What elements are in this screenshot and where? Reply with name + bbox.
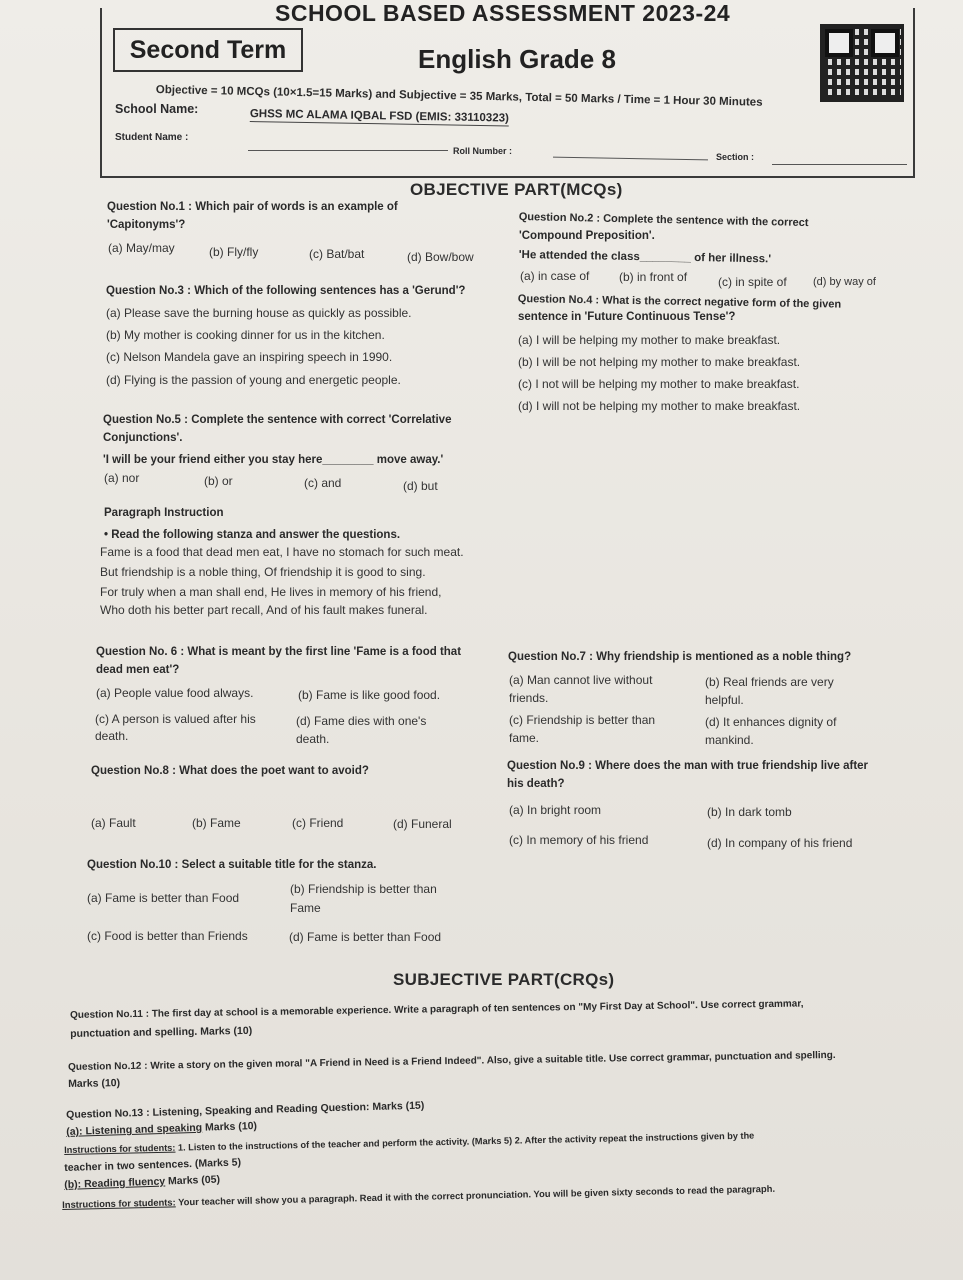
q7-option-b-cont: helpful. <box>705 693 744 707</box>
q7-option-d[interactable]: (d) It enhances dignity of <box>705 715 837 729</box>
q10-question: Question No.10 : Select a suitable title for the stanza. <box>87 859 377 871</box>
q10-option-d[interactable]: (d) Fame is better than Food <box>289 930 442 944</box>
q6-question: Question No. 6 : What is meant by the first line 'Fame is a food that <box>96 646 462 658</box>
q10-option-a[interactable]: (a) Fame is better than Food <box>87 891 240 905</box>
q12-line-b: Marks (10) <box>68 1077 121 1090</box>
q5-option-c[interactable]: (c) and <box>304 476 342 490</box>
stanza-line-4: Who doth his better part recall, And of his fault makes funeral. <box>100 603 428 617</box>
q13-listening-marks: Marks (10) <box>201 1120 258 1134</box>
q10-option-b[interactable]: (b) Friendship is better than <box>290 882 437 896</box>
q2-option-a[interactable]: (a) in case of <box>520 269 590 283</box>
school-label: School Name: <box>115 102 199 116</box>
q13-line-a: Question No.13 : Listening, Speaking and Reading Question: Marks (15) <box>66 1099 425 1121</box>
section-field[interactable] <box>772 164 907 165</box>
q11-line-a: Question No.11 : The first day at school is a memorable experience. Write a paragraph of ten sentences on "My First Day at School". Use correct grammar, <box>70 998 804 1021</box>
q13-reading-label: (b): Reading fluency <box>64 1175 166 1191</box>
q5-question <box>103 411 451 429</box>
q3-option-b[interactable]: (b) My mother is cooking dinner for us in the kitchen. <box>106 328 385 342</box>
q13-instructions-text-1: 1. Listen to the instructions of the teacher and perform the activity. (Marks 5) 2. After the activity repeat the instructions given by the <box>175 1130 755 1153</box>
q9-option-a[interactable]: (a) In bright room <box>509 803 602 817</box>
q13-instructions-label-2: Instructions for students: <box>62 1196 176 1210</box>
q5-label: Question No.5 : <box>103 414 188 426</box>
q7-option-b[interactable]: (b) Real friends are very <box>705 675 834 689</box>
q1-text-b: 'Capitonyms'? <box>107 219 186 231</box>
q1-option-a[interactable]: (a) May/may <box>108 241 175 255</box>
stanza-line-1: Fame is a food that dead men eat, I have no stomach for such meat. <box>100 545 464 559</box>
q7-question: Question No.7 : Why friendship is mentioned as a noble thing? <box>508 651 852 663</box>
q13-listening-label: (a): Listening and speaking <box>66 1121 203 1138</box>
q2-option-d[interactable]: (d) by way of <box>813 276 876 288</box>
section-label: Section : <box>716 152 755 162</box>
q3-option-a[interactable]: (a) Please save the burning house as quickly as possible. <box>106 306 412 320</box>
q4-text: What is the correct negative form of the given <box>602 294 842 311</box>
term-box: Second Term <box>113 28 303 72</box>
q9-question: Question No.9 : Where does the man with true friendship live after <box>507 760 869 772</box>
stanza-line-2: But friendship is a noble thing, Of friendship it is good to sing. <box>100 565 426 579</box>
q6-option-d-cont: death. <box>296 732 330 746</box>
q5-text-c: 'I will be your friend either you stay here________ move away.' <box>103 454 444 466</box>
paragraph-heading: Paragraph Instruction <box>104 507 224 519</box>
q1-question <box>107 198 398 216</box>
q9-text-b: his death? <box>507 778 565 790</box>
q9-option-b[interactable]: (b) In dark tomb <box>707 805 792 819</box>
q6-option-c-cont: death. <box>95 729 129 743</box>
stanza-line-3: For truly when a man shall end, He lives in memory of his friend, <box>100 585 442 599</box>
q7-option-c[interactable]: (c) Friendship is better than <box>509 713 656 727</box>
q13-line-d: teacher in two sentences. (Marks 5) <box>64 1156 242 1174</box>
q13-instructions-text-2: Your teacher will show you a paragraph. Read it with the correct pronunciation. You will be given sixty seconds to read the paragraph. <box>175 1182 776 1208</box>
objective-title: OBJECTIVE PART(MCQs) <box>410 180 623 199</box>
q10-option-b-cont: Fame <box>290 901 321 915</box>
q4-option-d[interactable]: (d) I will not be helping my mother to make breakfast. <box>518 399 801 413</box>
q5-text-b: Conjunctions'. <box>103 432 183 444</box>
q8-option-c[interactable]: (c) Friend <box>292 816 344 830</box>
paragraph-instruction: • Read the following stanza and answer the questions. <box>104 529 401 541</box>
q7-option-d-cont: mankind. <box>705 733 754 747</box>
q2-text-c: 'He attended the class________ of her illness.' <box>518 248 772 266</box>
school-value: GHSS MC ALAMA IQBAL FSD (EMIS: 33110323) <box>249 108 509 125</box>
q8-question: Question No.8 : What does the poet want to avoid? <box>91 765 369 777</box>
q12-line-a: Question No.12 : Write a story on the given moral "A Friend in Need is a Friend Indeed". Also, give a suitable title. Use correct grammar, punctuation and spelling. <box>68 1049 836 1073</box>
q2-label: Question No.2 : <box>518 210 601 225</box>
q8-option-a[interactable]: (a) Fault <box>91 816 136 830</box>
q11-line-b: punctuation and spelling. Marks (10) <box>70 1024 253 1040</box>
q6-option-d[interactable]: (d) Fame dies with one's <box>296 714 427 728</box>
q1-option-d[interactable]: (d) Bow/bow <box>407 250 474 264</box>
q4-option-c[interactable]: (c) I not will be helping my mother to make breakfast. <box>518 377 800 391</box>
q3-question <box>106 282 465 300</box>
student-name-field[interactable] <box>248 150 448 151</box>
marks-line: Objective = 10 MCQs (10×1.5=15 Marks) and Subjective = 35 Marks, Total = 50 Marks / Time = 1 Hour 30 Minutes <box>155 84 763 109</box>
roll-number-label: Roll Number : <box>453 146 513 156</box>
q1-text: Which pair of words is an example of <box>195 201 398 213</box>
q1-option-b[interactable]: (b) Fly/fly <box>209 245 259 259</box>
q13-instructions-label-1: Instructions for students: <box>64 1142 176 1155</box>
q3-text: Which of the following sentences has a 'Gerund'? <box>194 285 466 297</box>
subjective-title: SUBJECTIVE PART(CRQs) <box>393 970 615 989</box>
q2-text-b: 'Compound Preposition'. <box>519 230 655 242</box>
q2-option-b[interactable]: (b) in front of <box>619 270 688 284</box>
q7-option-a-cont: friends. <box>509 691 549 705</box>
subject-title: English Grade 8 <box>418 44 616 74</box>
q3-label: Question No.3 : <box>106 285 191 297</box>
q3-option-d[interactable]: (d) Flying is the passion of young and energetic people. <box>106 373 401 387</box>
q4-option-a[interactable]: (a) I will be helping my mother to make breakfast. <box>518 333 781 347</box>
q3-option-c[interactable]: (c) Nelson Mandela gave an inspiring speech in 1990. <box>106 350 393 364</box>
q6-option-c[interactable]: (c) A person is valued after his <box>95 712 256 726</box>
q5-option-b[interactable]: (b) or <box>204 474 233 488</box>
q4-label: Question No.4 : <box>517 292 600 307</box>
q7-option-a[interactable]: (a) Man cannot live without <box>509 673 653 687</box>
q10-option-c[interactable]: (c) Food is better than Friends <box>87 929 248 943</box>
main-title: SCHOOL BASED ASSESSMENT 2023-24 <box>275 0 731 26</box>
q4-text-b: sentence in 'Future Continuous Tense'? <box>518 311 736 323</box>
q5-text: Complete the sentence with correct 'Correlative <box>191 414 452 426</box>
q9-option-c[interactable]: (c) In memory of his friend <box>509 833 649 847</box>
q4-option-b[interactable]: (b) I will be not helping my mother to make breakfast. <box>518 355 801 369</box>
q7-option-c-cont: fame. <box>509 731 540 745</box>
q6-text-b: dead men eat'? <box>96 664 180 676</box>
q1-option-c[interactable]: (c) Bat/bat <box>309 247 365 261</box>
q6-option-b[interactable]: (b) Fame is like good food. <box>298 688 441 702</box>
q2-text: Complete the sentence with the correct <box>603 212 809 230</box>
q8-option-d[interactable]: (d) Funeral <box>393 817 452 831</box>
q13-reading-marks: Marks (05) <box>164 1173 221 1188</box>
q2-option-c[interactable]: (c) in spite of <box>718 275 787 289</box>
qr-code-icon <box>820 24 904 102</box>
q9-option-d[interactable]: (d) In company of his friend <box>707 836 853 850</box>
q8-option-b[interactable]: (b) Fame <box>192 816 241 830</box>
q5-option-d[interactable]: (d) but <box>403 479 438 493</box>
q5-option-a[interactable]: (a) nor <box>104 471 140 485</box>
student-name-label: Student Name : <box>115 132 189 143</box>
q6-option-a[interactable]: (a) People value food always. <box>96 686 254 700</box>
q1-label: Question No.1 : <box>107 201 192 213</box>
